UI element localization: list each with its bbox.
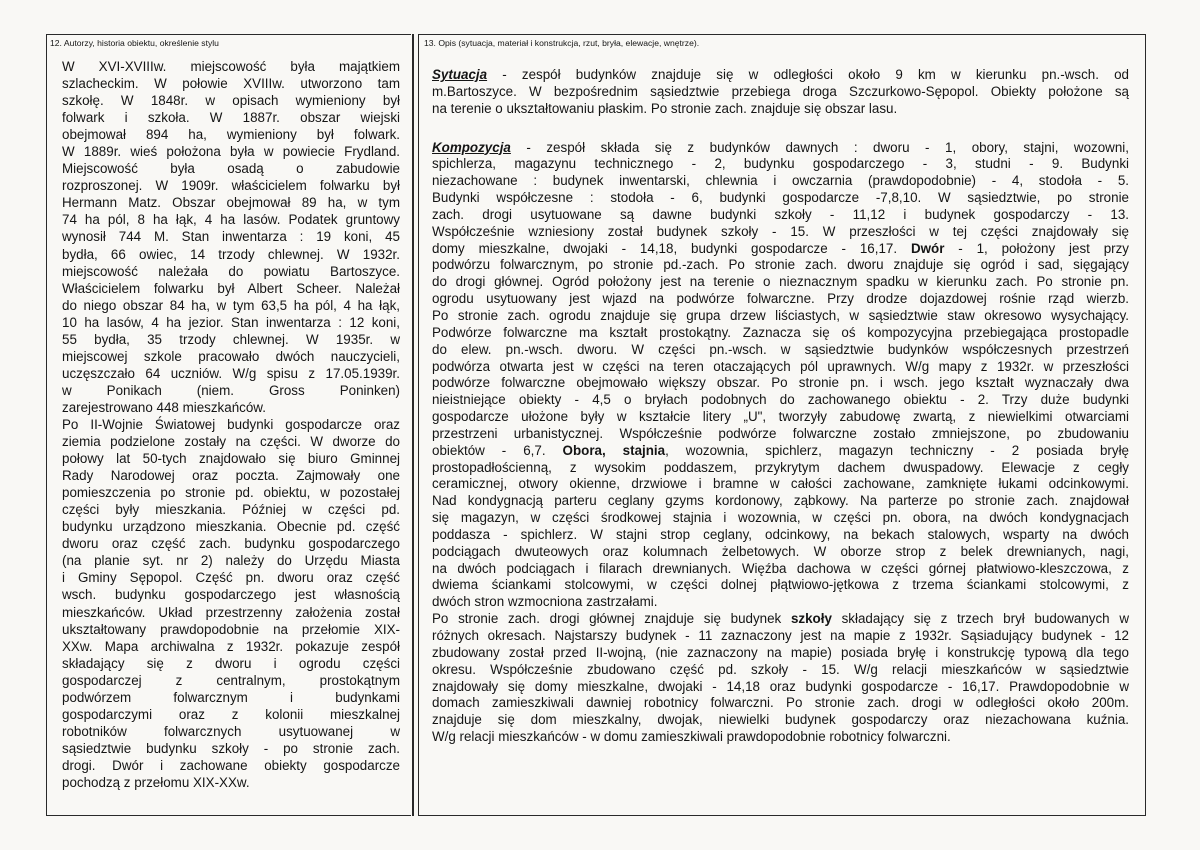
sytuacja-line: Sytuacja - zespół budynków znajduje się w odległości około 9 km w kierunku pn.-wsch. od (432, 67, 1129, 82)
history-line: ukształtowany prawdopodobnie na przełomie XIX- (62, 621, 400, 637)
kompozycja-line: podwórza otwarta jest w części na teren otaczających pól uprawnych. W/g mapy z 1932r. w przeszłości (432, 358, 1129, 374)
szkoly-bold: szkoły (790, 611, 832, 627)
kompozycja-line: ceramicznej, otwory okienne, drzwiowe i bramne w całości zachowane, zamknięte łukami odcinkowymi. (432, 476, 1129, 492)
history-line: wynosił 744 M. Stan inwentarza : 19 koni, 45 (62, 229, 400, 245)
kompozycja-line: Kompozycja - zespół składa się z budynków dawnych : dworu - 1, obory, stajni, wozowni, (432, 139, 1129, 155)
kompozycja-line: dwiema ściankami stolcowymi, w części dolnej płątwiowo-jętkowa z trzema ściankami stolcowymi, z (432, 577, 1129, 593)
description-text (432, 67, 1129, 746)
history-line: podwórzem folwarcznym i budynkami (62, 689, 400, 705)
kompozycja-line: W/g relacji mieszkańców - w domu zamieszkiwali prawdopodobnie robotnicy folwarczni. (432, 729, 951, 745)
kompozycja-line: poddasza - spichlerz. W stajni strop ceglany, odcinkowy, na bekach stalowych, wsparty na dwóch (432, 526, 1129, 542)
history-line: części były mieszkania. Później w części pd. (62, 502, 400, 518)
kompozycja-line: podwórzu folwarcznym, po stronie pd.-zach. Po stronie zach. dworu znajduje się ogród i sad, sięgający (432, 257, 1129, 273)
kompozycja-line: okresu. Współcześnie zbudowano część pd. szkoły - 15. W/g relacji mieszkańców w sąsiedztwie (432, 661, 1129, 677)
history-line: XXw. Mapa archiwalna z 1932r. pokazuje zespół (62, 638, 400, 654)
column-divider (412, 34, 414, 816)
kompozycja-line: Współcześnie wzniesiony został budynek szkoły - 15. W przeszłości w tej części znajdowały się (432, 223, 1129, 239)
kompozycja-line: prostopadłościenną, z wysokim poddaszem, przykrytym dachem dwuspadowy. Elewacje z cegły (432, 459, 1129, 475)
kompozycja-line: ogrodu usytuowany jest wjazd na podwórze folwarczne. Przy drodze dojazdowej rośnie rząd wierzb. (432, 291, 1129, 307)
kompozycja-line: zbudowany został przed II-wojną, (nie zaznaczony na mapie) posiada bryłę i konstrukcję typową dla tego (432, 644, 1129, 660)
history-line: budynku urządzono mieszkania. Obecnie pd. część (62, 519, 400, 535)
history-line: i Gminy Sępopol. Część pn. dworu oraz część (62, 570, 400, 586)
history-line: szlacheckim. W połowie XVIIIw. utworzono tam (62, 76, 400, 92)
kompozycja-line: nieistniejące obiekty - 4,5 o bryłach podobnych do zachowanego obiektu - 2. Trzy duże budynki (432, 392, 1129, 408)
kompozycja-line: Po stronie zach. drogi głównej znajduje się budynek szkoły składający się z trzech brył budowanych w (432, 611, 1129, 627)
kompozycja-line: się magazyn, w części środkowej stajnia i wozownia, w części pn. obora, na dwóch kondygnacjach (432, 510, 1129, 526)
history-line: pochodzą z przełomu XIX-XXw. (62, 774, 250, 790)
history-line: rozproszonej. W 1909r. właścicielem folwarku był (62, 178, 400, 194)
kompozycja-line: Nad kondygnacją parteru ceglany gzyms kordonowy, ząbkowy. Na parterze po stronie zach. znajdował (432, 493, 1129, 509)
kompozycja-line: na dwóch podciągach i filarach drewnianych. Więźba dachowa w części górnej płatwiowo-kleszczowa, z (432, 560, 1129, 576)
kompozycja-line: znajdowały się domy mieszkalne, dwojaki - 14,18 oraz budynki gospodarcze - 16,17. Prawdopodobnie w (432, 678, 1129, 694)
kompozycja-line: do drogi głównej. Ogród położony jest na terenie o nieznacznym spadku w kierunku zach. Po stronie pn. (432, 274, 1129, 290)
history-line: zarejestrowano 448 mieszkańców. (62, 399, 266, 415)
history-line: do niego obszar 84 ha, w tym 63,5 ha pól, 4 ha łąk, (62, 297, 400, 313)
history-line: wsch. budynku gospodarczego jest własnością (62, 587, 400, 603)
kompozycja-line: dwóch stron wzmocniona zastrzałami. (432, 594, 658, 610)
left-column-heading: 12. Autorzy, historia obiektu, określenie stylu (50, 38, 219, 48)
history-line: gospodarczymi oraz z kolonii mieszkalnej (62, 706, 400, 722)
history-line: robotników folwarcznych usytuowanej w (62, 723, 400, 739)
history-line: drogi. Dwór i zachowane obiekty gospodarcze (62, 757, 400, 773)
history-line: 10 ha lasów, 4 ha jezior. Stan inwentarza : 12 koni, (62, 314, 400, 330)
kompozycja-line: znajduje się dom mieszkalny, dwojak, niewielki budynek gospodarczy oraz niezachowana kuźnia. (432, 712, 1129, 728)
kompozycja-line: Budynki współczesne : stodoła - 6, budynki gospodarcze -7,8,10. W sąsiedztwie, po stronie (432, 190, 1129, 206)
history-line: miejscowej szkole pracowało dwóch nauczycieli, (62, 348, 400, 364)
history-line: uczęszczało 64 uczniów. W/g spisu z 17.05.1939r. (62, 365, 400, 381)
history-line: mieszkańców. Układ przestrzenny założenia został (62, 604, 400, 620)
history-line: ziemia podzielone zostały na części. W dworze do (62, 434, 400, 450)
history-text (62, 58, 400, 791)
kompozycja-line: przestrzeni urbanistycznej. Współcześnie podwórze folwarczne zostało zmniejszone, po zbudowaniu (432, 425, 1129, 441)
kompozycja-line: domy mieszkalne, dwojaki - 14,18, budynki gospodarcze - 16,17. Dwór - 1, położony jest przy (432, 240, 1130, 256)
history-line: 74 ha pól, 8 ha łąk, 4 ha lasów. Podatek gruntowy (62, 212, 400, 228)
history-line: Po II-Wojnie Światowej budynki gospodarcze oraz (62, 416, 400, 432)
sytuacja-keyword: Sytuacja (432, 67, 488, 82)
right-column-heading: 13. Opis (sytuacja, materiał i konstrukcja, rzut, bryła, elewacje, wnętrze). (424, 38, 700, 48)
history-line: W XVI-XVIIIw. miejscowość była majątkiem (62, 59, 400, 74)
history-line: sąsiedztwie budynku szkoły - po stronie zach. (62, 740, 400, 756)
history-line: W 1889r. wieś położona była w powiecie Frydland. (62, 144, 400, 160)
kompozycja-line: gospodarcze ułożone były w kształcie litery „U", tworzyły zabudowę zwartą, z niewielkimi otwarciami (432, 409, 1129, 425)
kompozycja-line: domach zamieszkiwali dawniej robotnicy folwarczni. Po stronie zach. drogi w odległości około 200m. (432, 695, 1129, 711)
history-line: folwark i szkoła. W 1887r. obszar wiejski (62, 110, 400, 126)
kompozycja-line: podciągach dwuteowych oraz kolumnach żelbetowych. W oborze strop z belek drewnianych, nagi, (432, 543, 1129, 559)
history-line: Właścicielem folwarku był Albert Scheer. Należał (62, 280, 400, 296)
history-line: gospodarczej z centralnym, prostokątnym (62, 672, 400, 688)
kompozycja-line: obiektów - 6,7. Obora, stajnia, wozownia, spichlerz, magazyn techniczny - 2 posiada bryłę (432, 442, 1130, 458)
history-line: dworu oraz część zach. budynku gospodarczego (62, 536, 400, 552)
kompozycja-line: różnych okresach. Najstarszy budynek - 11 zaznaczony jest na mapie z 1932r. Sąsiadujący budynek - 12 (432, 628, 1129, 643)
kompozycja-line: spichlerza, magazynu technicznego - 2, budynku gospodarczego - 3, studni - 9. Budynki (432, 156, 1129, 172)
history-line: miejscowość należała do powiatu Bartoszyce. (62, 263, 400, 279)
kompozycja-line: niezachowane : budynek inwentarski, chlewnia i owczarnia (prawdopodobnie) - 4, stodoła - 5. (432, 173, 1129, 189)
history-line: (na planie syt. nr 2) należy do Urzędu Miasta (62, 553, 400, 569)
history-line: pomieszczenia po stronie pd. obiektu, w pozostałej (62, 485, 400, 501)
history-line: szkołę. W 1848r. w opisach wymieniony był (62, 93, 400, 109)
history-line: połowy lat 50-tych znajdowało się biuro Gminnej (62, 451, 400, 467)
history-line: obejmował 894 ha, wymieniony był folwark. (62, 127, 400, 143)
history-line: Hermann Matz. Obszar obejmował 89 ha, w tym (62, 195, 400, 211)
history-line: Rady Narodowej oraz poczta. Zajmowały one (62, 468, 400, 484)
kompozycja-line: Podwórze folwarczne ma kształt prostokątny. Zaznacza się oś kompozycyjna przebiegająca prostopadle (432, 324, 1129, 340)
kompozycja-line: do elew. pn.-wsch. dworu. W części pn.-wsch. w sąsiedztwie budynków współczesnych przestrzeń (432, 341, 1129, 357)
history-line: Miejscowość była osadą o zabudowie (62, 161, 400, 177)
history-line: w Ponikach (niem. Gross Poninken) (62, 382, 400, 398)
kompozycja-line: Po stronie zach. ogrodu znajduje się grupa drzew liściastych, w sąsiedztwie staw okresowo wysychający. (432, 307, 1129, 323)
history-line: bydła, 66 owiec, 14 trzody chlewnej. W 1932r. (62, 246, 400, 262)
dwor-bold: Dwór (910, 240, 945, 256)
kompozycja-keyword: Kompozycja (432, 139, 511, 155)
obora-bold: Obora, stajnia (562, 442, 666, 458)
sytuacja-line: m.Bartoszyce. W bezpośrednim sąsiedztwie przebiega droga Szczurkowo-Sępopol. Obiekty położone są (432, 83, 1129, 99)
history-line: składający się z dworu i ogrodu części (62, 655, 400, 671)
sytuacja-line: na terenie o ukształtowaniu płaskim. Po stronie zach. znajduje się obszar lasu. (432, 100, 898, 116)
kompozycja-line: podwórze folwarczne obejmowało większy obszar. Po stronie pn. i wsch. jego kształt wyznaczały dwa (432, 375, 1129, 391)
history-line: 55 bydła, 35 trzody chlewnej. W 1935r. w (62, 331, 400, 347)
kompozycja-line: zach. drogi usytuowane są dawne budynki szkoły - 11,12 i budynek gospodarczy - 13. (432, 206, 1129, 222)
